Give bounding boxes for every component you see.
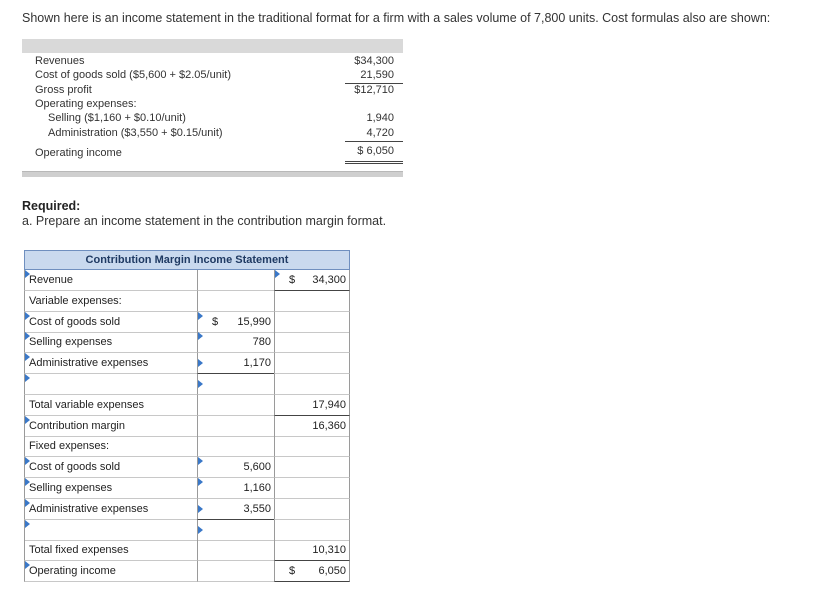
table-row	[24, 457, 350, 478]
amount-value: 780	[252, 336, 271, 349]
intro-text: Shown here is an income statement in the traditional format for a firm with a sales volume of 7,800 units. Cost formulas also are shown:	[22, 11, 771, 25]
trad-label: Revenues	[35, 55, 85, 67]
trad-amount: 1,940	[366, 112, 394, 124]
label-cell[interactable]: Total variable expenses	[24, 395, 197, 416]
table-row	[24, 436, 350, 457]
table-row	[24, 291, 350, 312]
required-title: Required:	[22, 199, 81, 213]
amount-value: 17,940	[312, 398, 346, 411]
table-row	[24, 416, 350, 437]
trad-amount: 21,590	[360, 69, 394, 81]
total-cell[interactable]	[274, 416, 350, 437]
amount-value: 6,050	[318, 565, 346, 578]
amount-value: 3,550	[243, 502, 271, 515]
table-row	[24, 270, 350, 291]
label-cell[interactable]	[24, 374, 197, 395]
label-cell[interactable]: Cost of goods sold	[24, 312, 197, 333]
amount-cell[interactable]	[197, 478, 274, 499]
dropdown-marker-icon	[275, 270, 280, 278]
dropdown-marker-icon	[25, 332, 30, 340]
dropdown-marker-icon	[198, 332, 203, 340]
amount-cell[interactable]	[197, 291, 274, 312]
trad-amount: $ 6,050	[357, 145, 394, 157]
trad-label: Cost of goods sold ($5,600 + $2.05/unit)	[35, 69, 231, 81]
currency-symbol: $	[289, 565, 296, 578]
label-cell[interactable]: Operating income	[24, 561, 197, 582]
total-cell[interactable]	[274, 540, 350, 561]
dropdown-marker-icon	[198, 380, 203, 388]
trad-label: Selling ($1,160 + $0.10/unit)	[48, 112, 186, 124]
table-row	[24, 374, 350, 395]
label-cell[interactable]: Fixed expenses:	[24, 436, 197, 457]
amount-cell[interactable]	[197, 436, 274, 457]
table-row	[24, 478, 350, 499]
trad-amount: $12,710	[354, 84, 394, 96]
trad-amount: 4,720	[366, 127, 394, 139]
label-cell[interactable]	[24, 520, 197, 541]
currency-symbol: $	[212, 315, 219, 328]
trad-label: Operating expenses:	[35, 98, 137, 110]
dropdown-marker-icon	[198, 505, 203, 513]
dropdown-marker-icon	[25, 312, 30, 320]
total-cell[interactable]	[274, 353, 350, 374]
table-row	[24, 561, 350, 582]
amount-value: 34,300	[312, 274, 346, 286]
total-cell[interactable]	[274, 332, 350, 353]
label-cell[interactable]: Variable expenses:	[24, 291, 197, 312]
amount-cell[interactable]	[197, 561, 274, 582]
table-row	[24, 353, 350, 374]
cm-table-title: Contribution Margin Income Statement	[24, 250, 350, 270]
label-cell[interactable]: Cost of goods sold	[24, 457, 197, 478]
amount-cell[interactable]	[197, 374, 274, 395]
amount-cell[interactable]	[197, 499, 274, 520]
amount-cell[interactable]	[197, 353, 274, 374]
total-cell[interactable]	[274, 291, 350, 312]
required-part-a: a. Prepare an income statement in the contribution margin format.	[22, 214, 387, 228]
dropdown-marker-icon	[25, 270, 30, 278]
trad-amount: $34,300	[354, 55, 394, 67]
label-cell[interactable]: Administrative expenses	[24, 499, 197, 520]
double-underline	[345, 161, 403, 162]
total-cell[interactable]	[274, 395, 350, 416]
label-cell[interactable]: Revenue	[24, 270, 197, 291]
dropdown-marker-icon	[25, 353, 30, 361]
table-row	[24, 312, 350, 333]
amount-value: 10,310	[312, 544, 346, 557]
dropdown-marker-icon	[25, 457, 30, 465]
trad-label: Administration ($3,550 + $0.15/unit)	[48, 127, 223, 139]
amount-cell[interactable]	[197, 457, 274, 478]
dropdown-marker-icon	[25, 478, 30, 486]
table-row	[24, 499, 350, 520]
dropdown-marker-icon	[25, 520, 30, 528]
total-cell[interactable]	[274, 457, 350, 478]
dropdown-marker-icon	[25, 499, 30, 507]
amount-cell[interactable]	[197, 416, 274, 437]
total-cell[interactable]	[274, 478, 350, 499]
amount-cell[interactable]	[197, 520, 274, 541]
amount-value: 1,160	[243, 482, 271, 494]
dropdown-marker-icon	[198, 526, 203, 534]
dropdown-marker-icon	[198, 359, 203, 367]
total-cell[interactable]	[274, 312, 350, 333]
dropdown-marker-icon	[25, 561, 30, 569]
traditional-income-statement	[22, 39, 403, 177]
amount-cell[interactable]	[197, 312, 274, 333]
total-cell[interactable]	[274, 499, 350, 520]
total-cell[interactable]	[274, 436, 350, 457]
trad-label: Gross profit	[35, 84, 92, 96]
label-cell[interactable]: Selling expenses	[24, 332, 197, 353]
trad-label: Operating income	[35, 147, 122, 159]
currency-symbol: $	[289, 274, 296, 286]
double-underline	[345, 163, 403, 164]
amount-value: 16,360	[312, 419, 346, 432]
total-cell[interactable]	[274, 561, 350, 582]
label-cell[interactable]: Total fixed expenses	[24, 540, 197, 561]
amount-value: 5,600	[243, 461, 271, 474]
label-cell[interactable]: Administrative expenses	[24, 353, 197, 374]
table-row	[24, 332, 350, 353]
dropdown-marker-icon	[198, 457, 203, 465]
table-row	[24, 520, 350, 541]
dropdown-marker-icon	[198, 478, 203, 486]
underline	[345, 141, 403, 142]
amount-cell[interactable]	[197, 540, 274, 561]
amount-cell[interactable]	[197, 395, 274, 416]
label-cell[interactable]: Contribution margin	[24, 416, 197, 437]
label-cell[interactable]: Selling expenses	[24, 478, 197, 499]
amount-value: 15,990	[237, 315, 271, 328]
statement-footer-band	[22, 171, 403, 177]
dropdown-marker-icon	[198, 312, 203, 320]
total-cell[interactable]	[274, 270, 350, 291]
amount-value: 1,170	[243, 357, 271, 370]
dropdown-marker-icon	[25, 416, 30, 424]
table-row	[24, 540, 350, 561]
table-row	[24, 395, 350, 416]
amount-cell[interactable]	[197, 332, 274, 353]
total-cell[interactable]	[274, 374, 350, 395]
total-cell[interactable]	[274, 520, 350, 541]
statement-header-band	[22, 39, 403, 53]
amount-cell[interactable]	[197, 270, 274, 291]
dropdown-marker-icon	[25, 374, 30, 382]
